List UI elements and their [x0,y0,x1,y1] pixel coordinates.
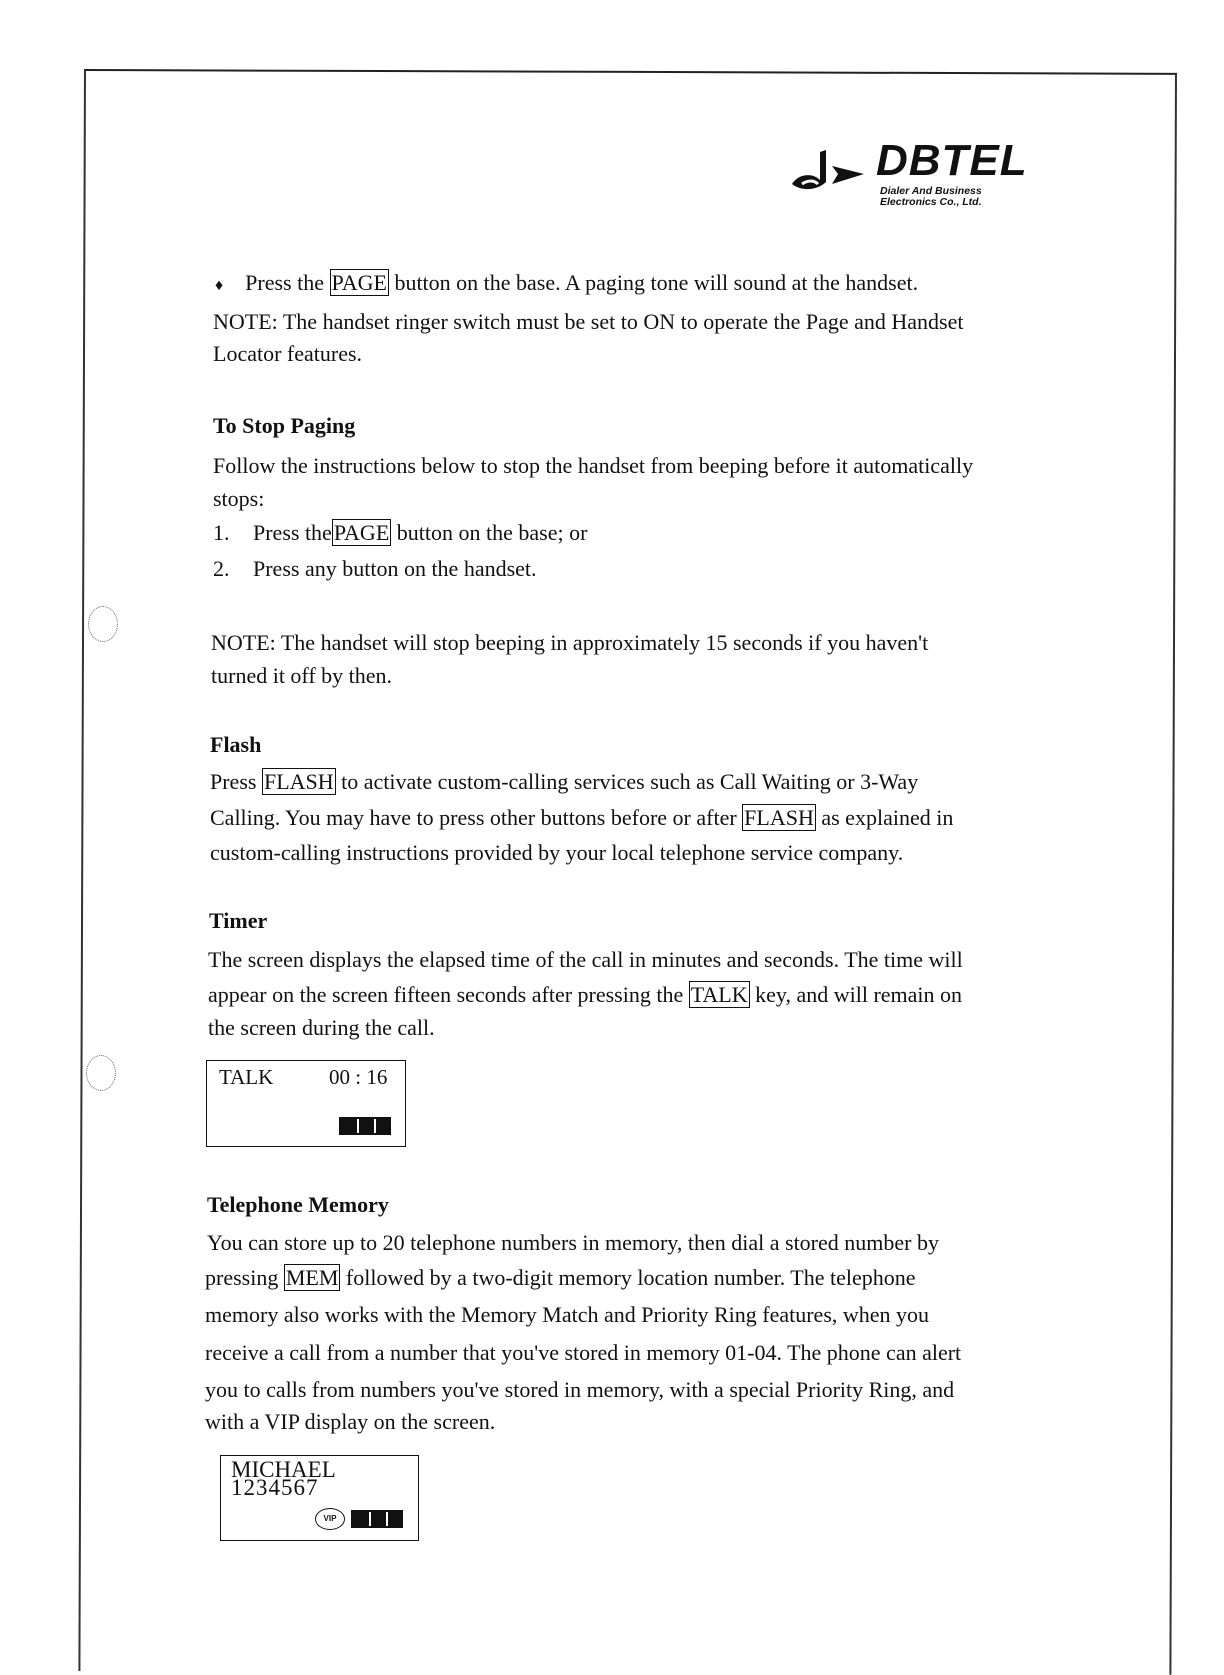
text-run: Press the [245,270,330,295]
bullet-item [215,270,918,299]
section-heading [210,732,261,758]
text-line [205,1409,495,1435]
text-line [205,1340,961,1366]
text-run: Press any button on the handset. [253,556,537,581]
text-run: NOTE: The handset will stop beeping in approximately 15 seconds if you haven't [211,630,929,655]
text-run: custom-calling instructions provided by your local telephone service company. [210,840,904,865]
text-line [205,1302,929,1328]
display-time: 00 : 16 [329,1065,388,1089]
text-run: Calling. You may have to press other buttons before or after [210,805,743,830]
text-run: with a VIP display on the screen. [205,1409,496,1434]
text-line [210,769,918,795]
battery-icon [351,1510,403,1528]
text-run: stops: [213,486,265,511]
list-item [213,520,587,546]
text-line [213,453,973,479]
logo-tagline: Electronics Co., Ltd. [880,196,982,208]
company-logo [788,136,1028,215]
text-run: key, and will remain on [749,982,963,1007]
display-caller-name: MICHAEL [231,1457,336,1482]
text-line [208,1015,435,1041]
logo-brand: DBTEL [876,136,1028,185]
text-run: Flash [210,732,262,757]
key-label-mem: MEM [285,1265,339,1290]
text-run: NOTE: The handset ringer switch must be set to ON to operate the Page and Handset [213,309,964,334]
text-run: turned it off by then. [211,663,393,688]
list-number: 1. [213,520,230,545]
list-item [213,556,537,582]
text-run: Telephone Memory [207,1192,389,1217]
text-run: button on the base. A paging tone will sound at the handset. [388,270,919,295]
text-run: as explained in [815,805,954,830]
text-run: Locator features. [213,341,363,366]
text-line [208,982,962,1008]
text-line [210,805,953,831]
text-run: Press [210,769,262,794]
text-line [205,1265,916,1291]
text-line [211,630,928,656]
logo-tagline: Dialer And Business [880,185,982,197]
text-line [211,663,392,689]
text-run: memory also works with the Memory Match and Priority Ring features, when you [205,1302,930,1327]
display-status: TALK [219,1065,274,1089]
caller-id-display [220,1455,419,1541]
punch-hole-mark [88,606,118,642]
text-line [213,341,362,367]
text-run: The screen displays the elapsed time of the call in minutes and seconds. The time will [208,947,963,972]
text-run: to activate custom-calling services such as Call Waiting or 3-Way [335,769,919,794]
text-run: Follow the instructions below to stop the handset from beeping before it automatically [213,453,974,478]
display-caller-number: 1234567 [231,1475,319,1500]
text-run: To Stop Paging [213,413,356,438]
text-run: You can store up to 20 telephone numbers in memory, then dial a stored number by [207,1230,939,1255]
text-line [213,309,963,335]
text-run: receive a call from a number that you've stored in memory 01-04. The phone can alert [205,1340,962,1365]
logo-mark-icon [788,146,868,196]
text-run: you to calls from numbers you've stored in memory, with a special Priority Ring, and [205,1377,955,1402]
list-number: 2. [213,556,230,581]
text-run: Press the [253,520,332,545]
vip-icon: VIP [315,1508,345,1530]
text-line [207,1230,939,1256]
battery-icon [339,1117,391,1135]
text-run: appear on the screen fifteen seconds after pressing the [208,982,689,1007]
talk-timer-display [206,1060,406,1147]
text-run: button on the base; or [391,520,588,545]
text-run: followed by a two-digit memory location number. The telephone [340,1265,916,1290]
key-label-page: PAGE [333,520,390,545]
key-label-flash: FLASH [744,805,814,830]
text-line [213,486,264,512]
text-line [208,947,963,973]
text-line [210,840,903,866]
text-line [205,1377,954,1403]
key-label-flash: FLASH [263,769,334,794]
section-heading [207,1192,389,1218]
key-label-page: PAGE [331,270,387,295]
text-run: pressing [205,1265,284,1290]
section-heading [209,908,267,934]
text-run: Timer [209,908,268,933]
text-run: the screen during the call. [208,1015,435,1040]
punch-hole-mark [86,1055,116,1091]
key-label-talk: TALK [690,982,748,1007]
bullet-icon: ♦ [215,277,224,294]
section-heading [213,413,355,439]
